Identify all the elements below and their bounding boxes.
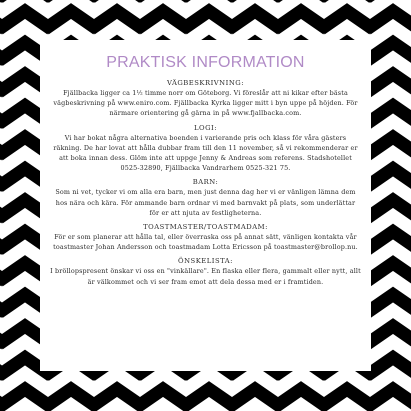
section-toastmaster [50,223,361,252]
section-heading: VÄGBESKRIVNING: [167,79,244,87]
content-panel [40,40,371,371]
section-text: Fjällbacka ligger ca 1½ timme norr om Göteborg. Vi föreslår att ni kikar efter bästa vägbeskrivning på www.eniro.com. Fjällbacka Kyrka ligger mitt i byn uppe på höjden. För närmare orientering gå gärna in på www.fjallbacka.com. [53,89,358,118]
section-text: Som ni vet, tycker vi om alla era barn, men just denna dag her vi er vänligen lämna dem hos nära och kära. För ammande barn ordnar vi med barnvakt på plats, som underlättar för er att njuta av festligheterna. [55,188,356,217]
section-heading: ÖNSKELISTA: [178,257,233,266]
section-text: I bröllopspresent önskar vi oss en "vinkällare". En flaska eller flera, gammalt eller nytt, allt är välkommet och vi ser fram emot att dela dessa med er i framtiden. [50,267,361,286]
section-heading: LOGI: [194,123,217,132]
section-heading: BARN: [192,178,219,187]
section-onskelista [50,257,361,286]
section-text: Vi har bokat några alternativa boenden i varierande pris och klass för våra gästers räkning. De har lovat att hålla dubbar fram till den 11 november, så vi rekommenderar er att boka innan dess. Glöm inte att uppge Jenny & Andreas som referens. Stadshotellet 0525-32890, Fjällbacka Vandrarhem 0525-321 75. [53,133,358,173]
section-barn [50,178,361,218]
section-logi [50,124,361,174]
section-text: För er som planerar att hålla tal, eller överraska oss på annat sätt, vänligen kontakta vår toastmaster Johan Andersson och toastmadam Lotta Ericsson på toastmaster@brollop.nu. [53,233,358,252]
section-vagbeskrivning [50,79,361,119]
section-heading: TOASTMASTER/TOASTMADAM: [143,223,268,232]
page-title: PRAKTISK INFORMATION [106,54,305,71]
